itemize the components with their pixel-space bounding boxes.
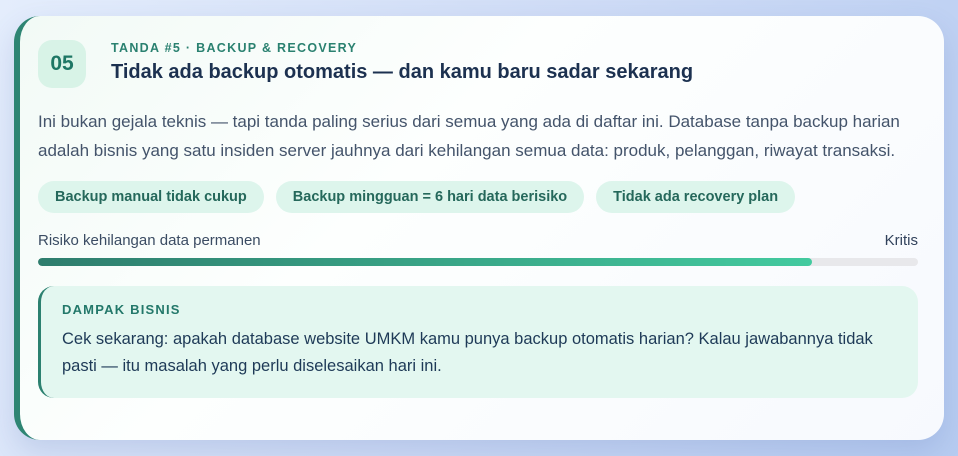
- card-title: Tidak ada backup otomatis — dan kamu baru sadar sekarang: [111, 61, 694, 83]
- impact-body-text: Cek sekarang: apakah database website UMKM kamu punya backup otomatis harian? Kalau jawabannya tidak pasti — itu masalah yang perlu diselesaikan hari ini.: [62, 329, 873, 375]
- number-badge: 05: [38, 40, 86, 88]
- business-impact-callout: [38, 286, 918, 398]
- tag-chip: Backup manual tidak cukup: [38, 181, 264, 213]
- risk-progress-fill: [38, 258, 812, 266]
- header-text-block: [111, 40, 693, 84]
- warning-sign-card: [14, 16, 944, 440]
- tag-chip: Backup mingguan = 6 hari data berisiko: [276, 181, 584, 213]
- description-paragraph: Ini bukan gejala teknis — tapi tanda paling serius dari semua yang ada di daftar ini. Database tanpa backup harian adalah bisnis yang satu insiden server jauhnya dari kehilangan semua data: produk, pelanggan, riwayat transaksi.: [38, 112, 900, 161]
- risk-level-label: Kritis: [884, 231, 918, 249]
- risk-label: Risiko kehilangan data permanen: [38, 231, 261, 249]
- impact-heading: DAMPAK BISNIS: [62, 301, 181, 317]
- risk-progress-track: [38, 258, 918, 266]
- category-eyebrow: TANDA #5 · BACKUP & RECOVERY: [111, 41, 358, 55]
- tag-chip: Tidak ada recovery plan: [596, 181, 795, 213]
- tag-chips-row: [38, 181, 918, 213]
- card-header: [38, 40, 918, 88]
- risk-meter-header: [38, 232, 918, 249]
